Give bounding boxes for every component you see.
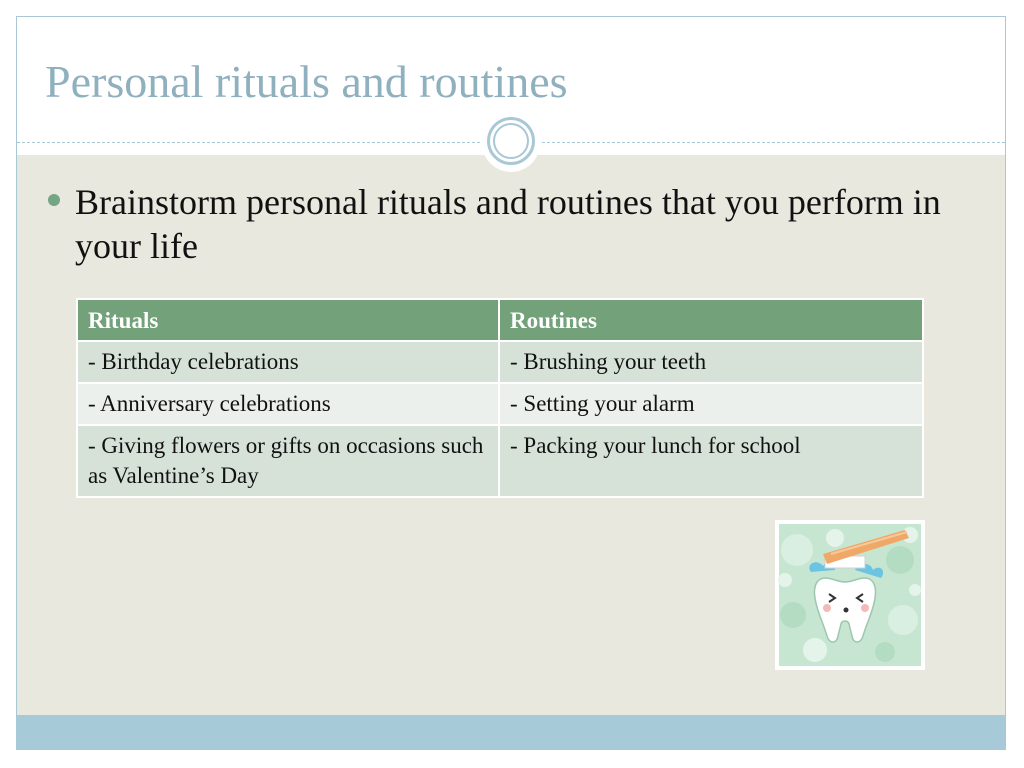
table-row — [77, 425, 923, 497]
slide-title: Personal rituals and routines — [45, 56, 568, 107]
header-rituals: Rituals — [77, 299, 499, 341]
bullet-text: Brainstorm personal rituals and routines that you perform in your life — [75, 182, 941, 266]
table-cell-routine: - Packing your lunch for school — [499, 425, 923, 497]
tooth-brushing-icon — [775, 520, 925, 670]
table-cell-routine: - Setting your alarm — [499, 383, 923, 425]
bullet-item — [48, 180, 948, 268]
table-cell-ritual: - Anniversary celebrations — [77, 383, 499, 425]
rituals-routines-table — [76, 298, 924, 498]
table-cell-ritual: - Birthday celebrations — [77, 341, 499, 383]
header-routines: Routines — [499, 299, 923, 341]
bullet-dot-icon — [48, 194, 60, 206]
table-row — [77, 383, 923, 425]
circle-ornament-inner — [493, 123, 529, 159]
table-header-row — [77, 299, 923, 341]
table-row — [77, 341, 923, 383]
table-cell-ritual: - Giving flowers or gifts on occasions such as Valentine’s Day — [77, 425, 499, 497]
table-cell-routine: - Brushing your teeth — [499, 341, 923, 383]
footer-bar — [17, 715, 1005, 749]
